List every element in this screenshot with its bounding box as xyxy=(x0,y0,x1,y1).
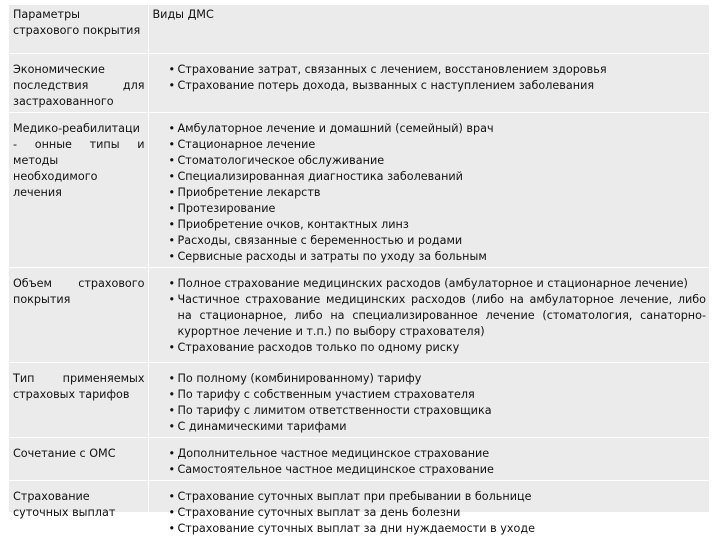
row-parameter: Объем страхового покрытия xyxy=(9,268,148,363)
row-parameter: Тип применяемых страховых тарифов xyxy=(9,363,148,438)
list-item: • Самостоятельное частное медицинское страхование xyxy=(178,462,707,478)
row-items-cell xyxy=(148,481,709,556)
row-items-cell xyxy=(148,54,709,113)
bullet-list xyxy=(153,121,707,265)
row-parameter: Страхование суточных выплат xyxy=(9,481,148,556)
row-items-cell xyxy=(148,438,709,481)
bullet-list xyxy=(153,62,707,94)
list-item: • Полное страхование медицинских расходов (амбулаторное и стационарное лечение) xyxy=(178,276,707,292)
list-item: • Стационарное лечение xyxy=(178,137,707,153)
bullet-list xyxy=(153,446,707,478)
list-item: • По тарифу с лимитом ответственности страховщика xyxy=(178,403,707,419)
table-header-row xyxy=(9,5,709,54)
list-item: • Протезирование xyxy=(178,201,707,217)
table-row xyxy=(9,481,709,556)
row-items-cell xyxy=(148,268,709,363)
header-parameters: Параметры страхового покрытия xyxy=(9,5,148,54)
table-row xyxy=(9,113,709,268)
table-row xyxy=(9,363,709,438)
row-parameter: Сочетание с ОМС xyxy=(9,438,148,481)
row-items-cell xyxy=(148,113,709,268)
list-item: • Страхование суточных выплат за дни нуждаемости в уходе xyxy=(178,521,707,537)
list-item: • Приобретение очков, контактных линз xyxy=(178,217,707,233)
list-item: • Страхование суточных выплат за день болезни xyxy=(178,505,707,521)
list-item: • Страхование суточных выплат при пребывании в больнице xyxy=(178,489,707,505)
list-item: • Расходы, связанные с беременностью и родами xyxy=(178,233,707,249)
list-item: • По полному (комбинированному) тарифу xyxy=(178,371,707,387)
table-row xyxy=(9,268,709,363)
bullet-list xyxy=(153,276,707,356)
header-dms-types: Виды ДМС xyxy=(148,5,709,54)
row-items-cell xyxy=(148,363,709,438)
row-parameter: Медико-реабилитаци - онные типы и методы необходимого лечения xyxy=(9,113,148,268)
table-row xyxy=(9,54,709,113)
dms-table-container xyxy=(9,5,709,535)
row-parameter: Экономические последствия для застрахованного xyxy=(9,54,148,113)
dms-parameters-table xyxy=(9,5,709,556)
list-item: • По тарифу с собственным участием страхователя xyxy=(178,387,707,403)
list-item: • Амбулаторное лечение и домашний (семейный) врач xyxy=(178,121,707,137)
list-item: • Дополнительное частное медицинское страхование xyxy=(178,446,707,462)
list-item: • С динамическими тарифами xyxy=(178,419,707,435)
list-item: • Специализированная диагностика заболеваний xyxy=(178,169,707,185)
list-item: • Приобретение лекарств xyxy=(178,185,707,201)
list-item: • Стоматологическое обслуживание xyxy=(178,153,707,169)
list-item: • Страхование потерь дохода, вызванных с наступлением заболевания xyxy=(178,78,707,94)
bullet-list xyxy=(153,489,707,537)
table-row xyxy=(9,438,709,481)
list-item: • Страхование расходов только по одному риску xyxy=(178,340,707,356)
list-item: • Частичное страхование медицинских расходов (либо на амбулаторное лечение, либо на стационарное, либо на специализированное лечение (стоматология, санаторно-курортное лечение и т.п.) по выбору страхователя) xyxy=(178,292,707,340)
list-item: • Сервисные расходы и затраты по уходу за больным xyxy=(178,249,707,265)
bullet-list xyxy=(153,371,707,435)
list-item: • Страхование затрат, связанных с лечением, восстановлением здоровья xyxy=(178,62,707,78)
